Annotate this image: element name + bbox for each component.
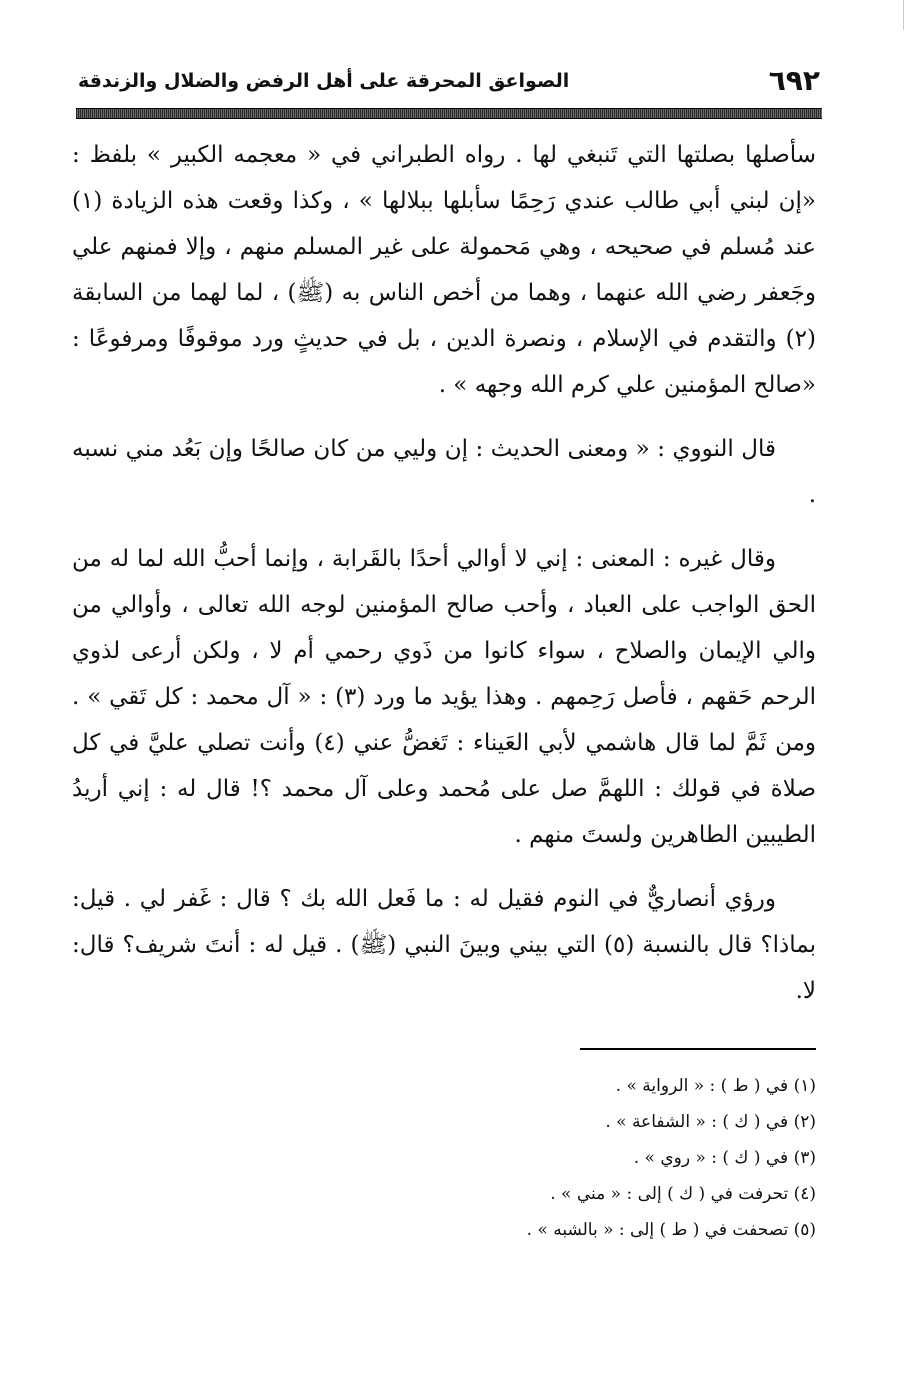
paragraph-1: سأصلها بصلتها التي تَنبغي لها . رواه الطبراني في « معجمه الكبير » بلفظ : «إن لبني أبي طالب عندي رَحِمًا سأبلها ببلالها » ، وكذا وقعت هذه الزيادة (١) عند مُسلم في صحيحه ، وهي مَحمولة على غير المسلم منهم ، وإلا فمنهم علي وجَعفر رضي الله عنهما ، وهما من أخص الناس به (ﷺ) ، لما لهما من السابقة (٢) والتقدم في الإسلام ، ونصرة الدين ، بل في حديثٍ ورد موقوفًا ومرفوعًا : «صالح المؤمنين علي كرم الله وجهه » . <box>72 142 816 398</box>
main-text <box>72 132 816 1032</box>
paragraph-4: ورؤي أنصاريٌّ في النوم فقيل له : ما فَعل الله بك ؟ قال : غَفر لي . قيل: بماذا؟ قال بالنسبة (٥) التي بيني وبينَ النبي (ﷺ) . قيل له : أنتَ شريف؟ قال: لا. <box>72 886 816 1004</box>
page-header <box>78 62 820 102</box>
running-title: الصواعق المحرقة على أهل الرفض والضلال والزندقة <box>78 70 570 92</box>
footnote-divider <box>580 1048 816 1050</box>
page-edge-line <box>903 0 904 30</box>
footnote-3: (٣) في ( ك ) : « روي » . <box>633 1148 816 1168</box>
footnote-4: (٤) تحرفت في ( ك ) إلى : « مني » . <box>550 1184 816 1204</box>
page-number: ٦٩٢ <box>768 64 820 97</box>
footnote-5: (٥) تصحفت في ( ط ) إلى : « بالشبه » . <box>526 1220 816 1240</box>
paragraph-2: قال النووي : « ومعنى الحديث : إن وليي من كان صالحًا وإن بَعُد مني نسبه . <box>72 436 816 508</box>
footnote-2: (٢) في ( ك ) : « الشفاعة » . <box>605 1112 816 1132</box>
header-divider <box>76 108 822 119</box>
footnote-1: (١) في ( ط ) : « الرواية » . <box>615 1076 816 1096</box>
footnotes <box>300 1068 816 1248</box>
paragraph-3: وقال غيره : المعنى : إني لا أوالي أحدًا بالقَرابة ، وإنما أحبُّ الله لما له من الحق الواجب على العباد ، وأحب صالح المؤمنين لوجه الله تعالى ، وأوالي من والي الإيمان والصلاح ، سواء كانوا من ذَوي رحمي أم لا ، ولكن أرعى لذوي الرحم حَقهم ، فأصل رَحِمهم . وهذا يؤيد ما ورد (٣) : « آل محمد : كل تَقي » . ومن ثَمَّ لما قال هاشمي لأبي العَيناء : تَغضُّ عني (٤) وأنت تصلي عليَّ في كل صلاة في قولك : اللهمَّ صل على مُحمد وعلى آل محمد ؟! قال له : إني أريدُ الطيبين الطاهرين ولستَ منهم . <box>72 546 817 848</box>
